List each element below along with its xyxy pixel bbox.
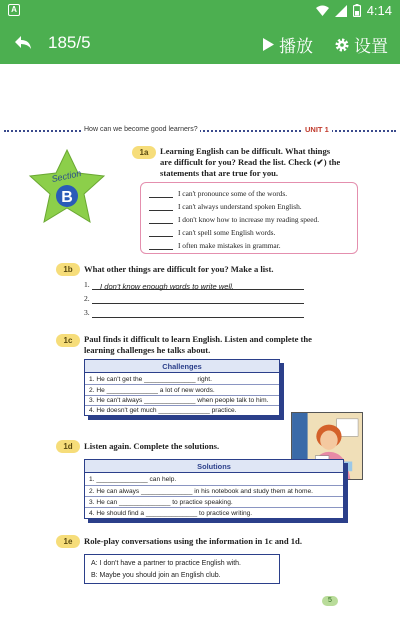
unit-divider — [4, 130, 396, 132]
settings-button[interactable] — [334, 32, 388, 57]
list-item[interactable]: I can't always understand spoken English. — [149, 202, 302, 211]
table-row[interactable]: 2. He can always ______________ in his notebook and study them at home. — [85, 486, 343, 497]
signal-icon — [335, 5, 347, 17]
table-row[interactable]: 1. He can't get the ______________ right. — [85, 374, 279, 385]
q1c-text-line1: Paul finds it difficult to learn English. Listen and complete the — [84, 334, 312, 344]
q1a-text-line3: statements that are true for you. — [160, 168, 279, 178]
list-item[interactable]: I don't know how to increase my reading speed. — [149, 215, 319, 224]
settings-label: 设置 — [354, 37, 388, 56]
challenges-title: Challenges — [85, 360, 279, 373]
q1a-statement-box — [140, 182, 358, 254]
dialog-line-a: A: I don't have a partner to practice English with. — [91, 560, 241, 567]
unit-question: How can we become good learners? — [84, 126, 198, 133]
dialog-line-b: B: Maybe you should join an English club. — [91, 572, 221, 579]
solutions-title: Solutions — [85, 460, 343, 473]
table-row[interactable]: 3. He can't always ______________ when people talk to him. — [85, 396, 279, 406]
q1c-text-line2: learning challenges he talks about. — [84, 345, 211, 355]
solutions-table — [84, 459, 344, 519]
battery-icon — [353, 4, 361, 17]
answer-line-3[interactable] — [92, 317, 304, 318]
q1b-answer-1: I don't know enough words to write well. — [100, 282, 234, 291]
notification-icon: A — [8, 4, 20, 16]
page-counter: 185/5 — [48, 33, 91, 52]
wifi-icon — [316, 5, 329, 17]
status-icons — [316, 3, 392, 18]
play-icon — [262, 37, 275, 52]
badge-1c: 1c — [56, 334, 80, 347]
q1d-text: Listen again. Complete the solutions. — [84, 441, 220, 451]
q1a-text-line1: Learning English can be difficult. What things — [160, 146, 331, 156]
clock: 4:14 — [366, 3, 392, 18]
badge-1d: 1d — [56, 440, 80, 453]
table-row[interactable]: 4. He doesn't get much ______________ practice. — [89, 407, 237, 414]
table-row[interactable]: 3. He can ______________ to practice speaking. — [85, 497, 343, 508]
answer-line-2[interactable] — [92, 303, 304, 304]
status-bar — [0, 0, 400, 22]
list-item[interactable]: I often make mistakes in grammar. — [149, 241, 281, 250]
badge-1e: 1e — [56, 535, 80, 548]
role-play-dialog — [84, 554, 280, 584]
app-toolbar — [0, 22, 400, 64]
page-number: 5 — [322, 596, 338, 606]
section-word: Section — [50, 168, 83, 185]
section-letter: B — [61, 189, 73, 206]
gear-icon — [334, 37, 350, 53]
badge-1b: 1b — [56, 263, 80, 276]
back-arrow-icon[interactable] — [12, 32, 34, 54]
table-row[interactable]: 1. ______________ can help. — [85, 474, 343, 486]
q1e-text: Role-play conversations using the information in 1c and 1d. — [84, 536, 302, 546]
list-item[interactable]: I can't spell some English words. — [149, 228, 275, 237]
table-row[interactable]: 2. He ______________ a lot of new words. — [85, 385, 279, 396]
q1b-text: What other things are difficult for you? Make a list. — [84, 264, 274, 274]
badge-1a: 1a — [132, 146, 156, 159]
q1a-text-line2: are difficult for you? Read the list. Check (✔) the — [160, 157, 341, 167]
challenges-table — [84, 359, 280, 416]
play-label: 播放 — [279, 37, 313, 56]
textbook-page: How can we become good learners? UNIT 1 Section B 1a Learning English can be difficult. What things are difficult for you? Read the list. Check (✔) the statements that are true for you. I can't pronounce some of the words. I can't always understand spoken English. I don't know how to increase my reading speed. I can't spell some English words. I often make mistakes in grammar. 1b What other things are difficult for you? Make a list. 1. 2. 3. I don't know enough words to write well. 1c Paul finds it difficult to learn English. Listen and complete the learning challenges he talks about. Challenges 1. He can't get the ______________ right. 2. He ______________ a lot of new words. 3. He can't always ______________ when people talk to him. 4. He doesn't get much ______________ practice. 1d Listen again. Complete the solutions. Solutions 1. ______________ can help. 2. He can always ______________ in his notebook and study them at home. 3. He can ______________ to practice speaking. 4. He should find a ______________ to practice writing. 1e Role-play conversations using the information in 1c and 1d. A: I don't have a partner to practice English with. B: Maybe you should join an English club. 5 — [0, 64, 400, 628]
play-button[interactable] — [262, 32, 313, 57]
section-star-badge — [26, 146, 108, 228]
table-row[interactable]: 4. He should find a ______________ to practice writing. — [89, 510, 253, 517]
unit-number: UNIT 1 — [302, 125, 332, 134]
list-item[interactable]: I can't pronounce some of the words. — [149, 189, 287, 198]
